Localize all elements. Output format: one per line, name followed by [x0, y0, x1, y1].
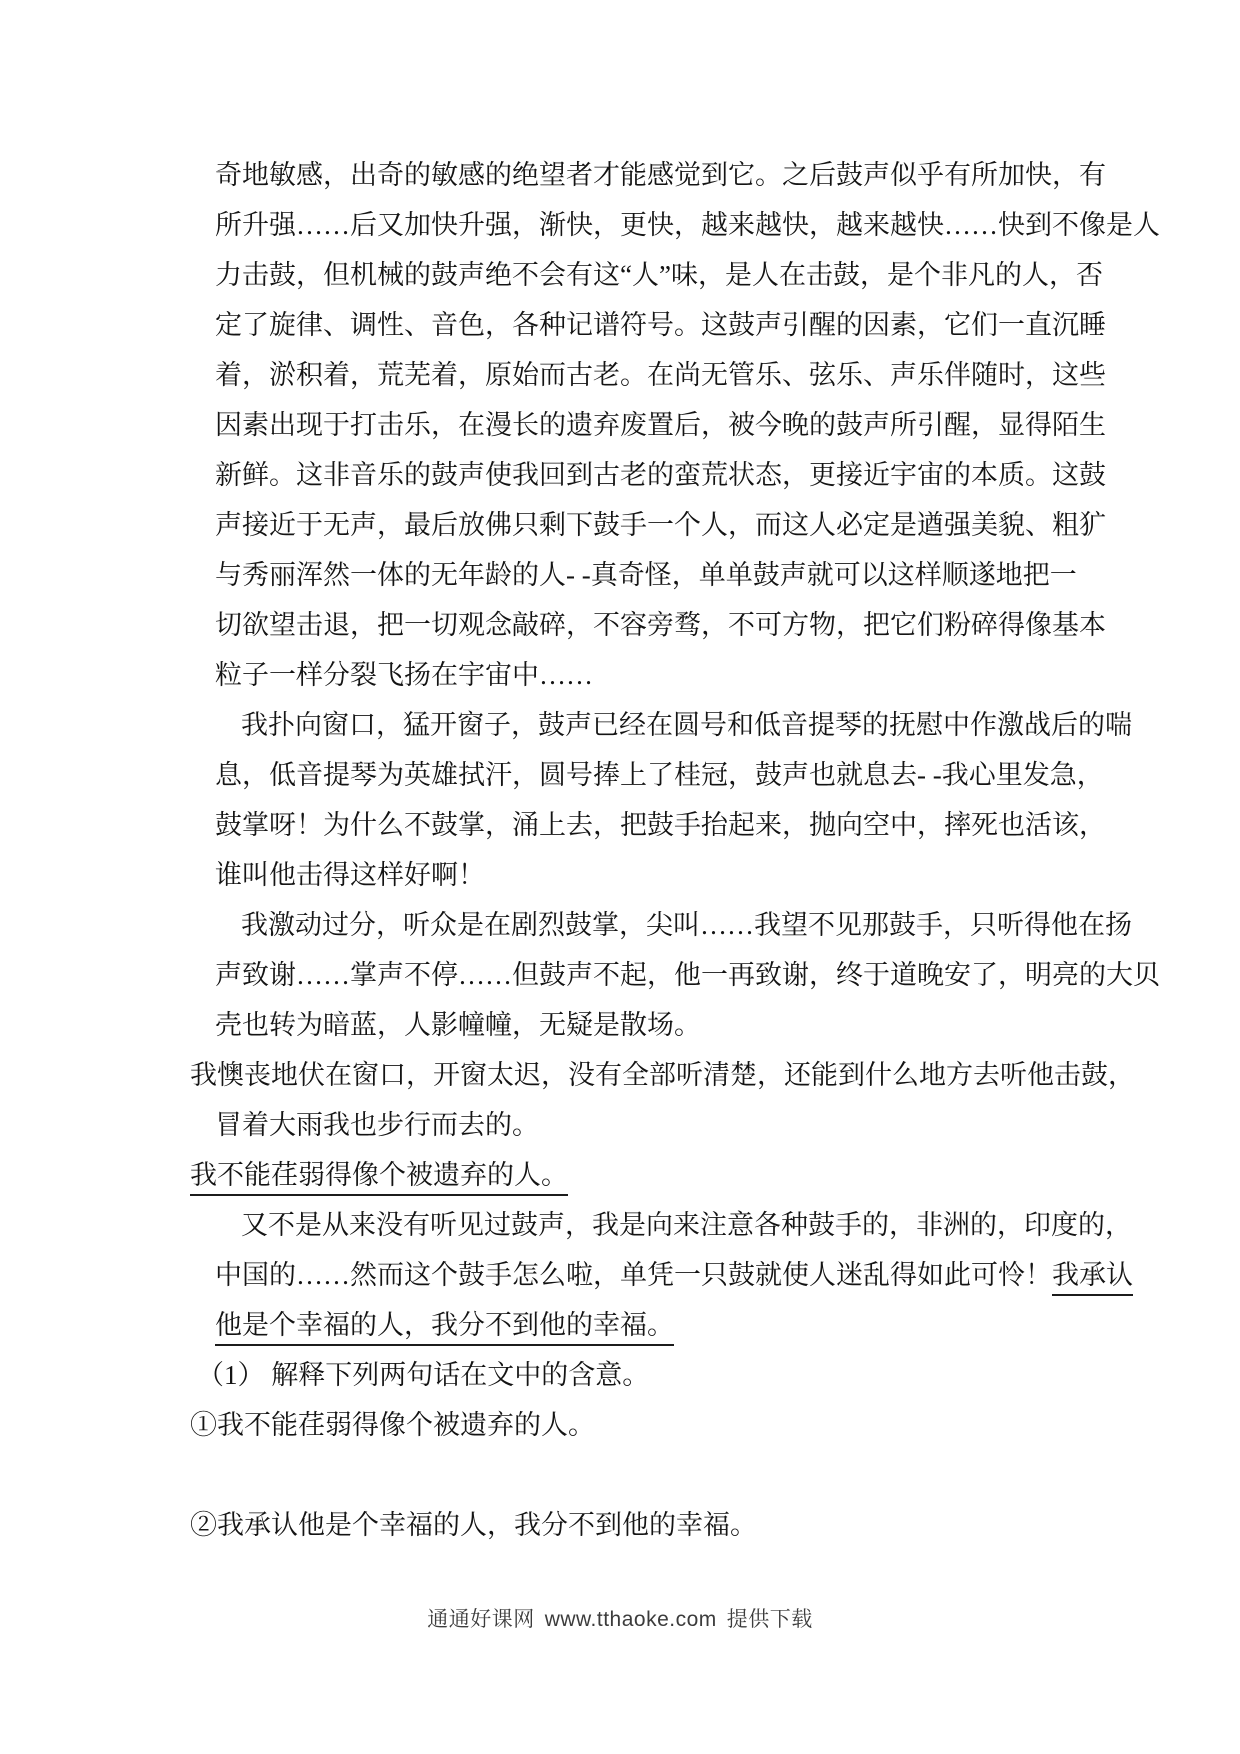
text-line: ②我承认他是个幸福的人，我分不到他的幸福。: [190, 1510, 757, 1540]
text-line: 冒着大雨我也步行而去的。: [215, 1110, 539, 1140]
text-line: 与秀丽浑然一体的无年龄的人- -真奇怪，单单鼓声就可以这样顺遂地把一: [215, 560, 1077, 590]
page-footer: [0, 1603, 1240, 1633]
text-line: ①我不能荏弱得像个被遗弃的人。: [190, 1410, 595, 1440]
footer-site-name: 通通好课网: [427, 1608, 535, 1631]
text-line: 又不是从来没有听见过鼓声，我是向来注意各种鼓手的，非洲的，印度的，: [241, 1210, 1132, 1240]
text-line: 奇地敏感，出奇的敏感的绝望者才能感觉到它。之后鼓声似乎有所加快，有: [215, 160, 1106, 190]
footer-url: www.tthaoke.com: [544, 1608, 717, 1631]
underlined-text: 他是个幸福的人，我分不到他的幸福。: [215, 1310, 674, 1346]
text-line: 粒子一样分裂飞扬在宇宙中……: [215, 660, 593, 690]
text-line: 力击鼓，但机械的鼓声绝不会有这“人”味，是人在击鼓，是个非凡的人，否: [215, 260, 1103, 290]
text-line: 我激动过分，听众是在剧烈鼓掌，尖叫……我望不见那鼓手，只听得他在扬: [241, 910, 1132, 940]
text-line: 切欲望击退，把一切观念敲碎，不容旁骛，不可方物，把它们粉碎得像基本: [215, 610, 1106, 640]
text-line: 壳也转为暗蓝，人影幢幢，无疑是散场。: [215, 1010, 701, 1040]
underlined-text: 我不能荏弱得像个被遗弃的人。: [190, 1160, 568, 1196]
text-line: 鼓掌呀！为什么不鼓掌，涌上去，把鼓手抬起来，抛向空中，摔死也活该，: [215, 810, 1106, 840]
blank-line: [215, 1450, 1145, 1500]
footer-download-label: 提供下载: [726, 1608, 813, 1631]
text-line: 息，低音提琴为英雄拭汗，圆号捧上了桂冠，鼓声也就息去- -我心里发急，: [215, 760, 1104, 790]
text-line: 因素出现于打击乐，在漫长的遗弃废置后，被今晚的鼓声所引醒，显得陌生: [215, 410, 1106, 440]
text-line: [190, 1150, 1145, 1200]
text-line: 所升强……后又加快升强，渐快，更快，越来越快，越来越快……快到不像是人: [215, 210, 1160, 240]
text-line: 中国的……然而这个鼓手怎么啦，单凭一只鼓就使人迷乱得如此可怜！我承认: [215, 1250, 1145, 1300]
text-line: 新鲜。这非音乐的鼓声使我回到古老的蛮荒状态，更接近宇宙的本质。这鼓: [215, 460, 1106, 490]
text-line: 我扑向窗口，猛开窗子，鼓声已经在圆号和低音提琴的抚慰中作激战后的喘: [241, 710, 1132, 740]
text-line: （1） 解释下列两句话在文中的含意。: [197, 1360, 650, 1390]
text-line: 定了旋律、调性、音色，各种记谱符号。这鼓声引醒的因素，它们一直沉睡: [215, 310, 1106, 340]
text-line: 声接近于无声，最后放佛只剩下鼓手一个人，而这人必定是遒强美貌、粗犷: [215, 510, 1106, 540]
text-line: 声致谢……掌声不停……但鼓声不起，他一再致谢，终于道晚安了，明亮的大贝: [215, 960, 1160, 990]
underlined-text: 我承认: [1052, 1260, 1133, 1296]
text-line: [215, 1300, 1145, 1350]
text-line: 谁叫他击得这样好啊！: [215, 860, 485, 890]
text-line: 我懊丧地伏在窗口，开窗太迟，没有全部听清楚，还能到什么地方去听他击鼓，: [190, 1060, 1135, 1090]
text-line: 着，淤积着，荒芜着，原始而古老。在尚无管乐、弦乐、声乐伴随时，这些: [215, 360, 1106, 390]
document-body: [190, 150, 1160, 1550]
